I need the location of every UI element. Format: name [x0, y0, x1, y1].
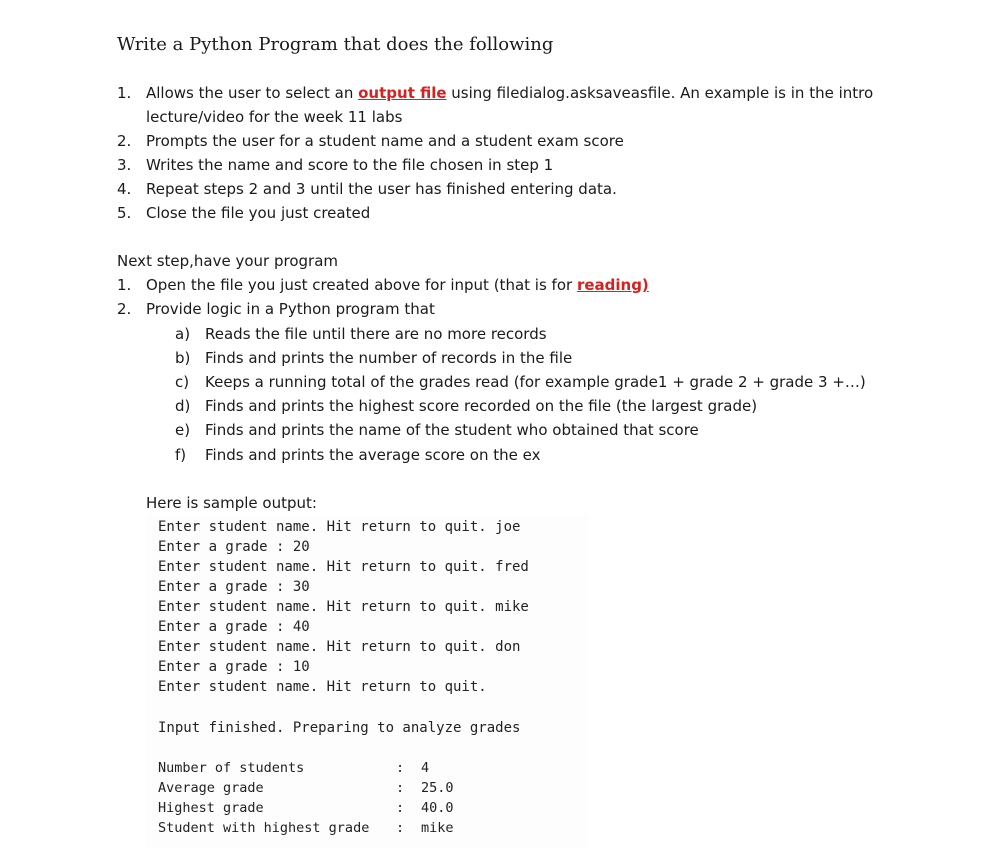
list-item-text: using filedialog.asksaveasfile. An example is in the intro: [446, 84, 874, 102]
list-item: Writes the name and score to the file chosen in step 1: [146, 156, 554, 174]
output-file-highlight: output file: [358, 84, 447, 102]
stat-label: Highest grade: [158, 800, 264, 816]
page-title: Write a Python Program that does the following: [117, 34, 554, 55]
console-line: Enter student name. Hit return to quit.: [158, 679, 487, 695]
list-item-continuation: lecture/video for the week 11 labs: [146, 108, 403, 126]
stat-label: Number of students: [158, 760, 305, 776]
console-line: Enter a grade : 30: [158, 579, 310, 595]
sub-item-label: b): [175, 349, 191, 367]
list-item: Prompts the user for a student name and a student exam score: [146, 132, 624, 150]
console-line: Input finished. Preparing to analyze grades: [158, 720, 521, 736]
stat-colon: :: [396, 760, 405, 776]
list-number: 1.: [117, 84, 132, 102]
console-line: Enter student name. Hit return to quit. fred: [158, 559, 529, 575]
sub-item: Finds and prints the average score on the ex: [205, 446, 541, 464]
section-intro: Next step,have your program: [117, 252, 339, 270]
list-item: Close the file you just created: [146, 204, 371, 222]
console-line: Enter a grade : 10: [158, 659, 310, 675]
stat-value: mike: [421, 820, 454, 836]
sub-item-label: e): [175, 421, 191, 439]
list-item-text: Allows the user to select an: [146, 84, 359, 102]
list-item: Repeat steps 2 and 3 until the user has finished entering data.: [146, 180, 617, 198]
stat-colon: :: [396, 780, 405, 796]
sub-item-label: d): [175, 397, 191, 415]
list-number: 3.: [117, 156, 132, 174]
list-number: 2.: [117, 300, 132, 318]
stat-value: 25.0: [421, 780, 454, 796]
list-number: 1.: [117, 276, 132, 294]
console-line: Enter student name. Hit return to quit. don: [158, 639, 521, 655]
list-item-text: Open the file you just created above for input (that is for: [146, 276, 577, 294]
list-item: [146, 82, 873, 104]
list-number: 5.: [117, 204, 132, 222]
console-line: Enter a grade : 20: [158, 539, 310, 555]
sub-item-label: f): [175, 446, 187, 464]
reading-highlight: reading): [576, 276, 649, 294]
sample-heading: Here is sample output:: [146, 494, 317, 512]
list-item: [146, 274, 649, 296]
stat-value: 4: [421, 760, 430, 776]
sub-item: Finds and prints the highest score recorded on the file (the largest grade): [205, 397, 758, 415]
stat-label: Student with highest grade: [158, 820, 370, 836]
sub-item-label: c): [175, 373, 190, 391]
stat-value: 40.0: [421, 800, 454, 816]
stat-colon: :: [396, 820, 405, 836]
sub-item: Finds and prints the name of the student who obtained that score: [205, 421, 699, 439]
list-number: 4.: [117, 180, 132, 198]
stat-colon: :: [396, 800, 405, 816]
sub-item: Finds and prints the number of records in the file: [205, 349, 573, 367]
console-line: Enter student name. Hit return to quit. mike: [158, 599, 529, 615]
console-line: Enter a grade : 40: [158, 619, 310, 635]
stat-label: Average grade: [158, 780, 264, 796]
console-line: Enter student name. Hit return to quit. joe: [158, 519, 521, 535]
sub-item-label: a): [175, 325, 191, 343]
sub-item: Reads the file until there are no more records: [205, 325, 547, 343]
sub-item: Keeps a running total of the grades read (for example grade1 + grade 2 + grade 3 +…): [205, 373, 866, 391]
list-number: 2.: [117, 132, 132, 150]
list-item: Provide logic in a Python program that: [146, 300, 435, 318]
